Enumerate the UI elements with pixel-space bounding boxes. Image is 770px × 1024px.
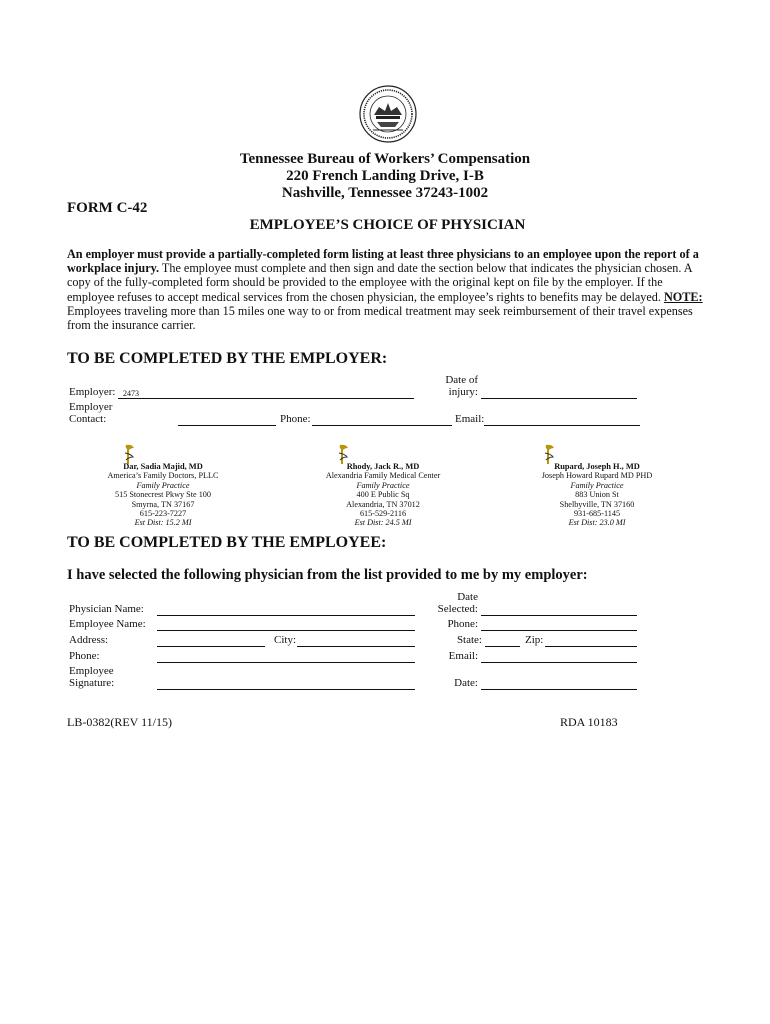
- form-number: FORM C-42: [67, 200, 148, 216]
- physician-name: Rhody, Jack R., MD: [346, 462, 420, 471]
- employer-phone-field[interactable]: [312, 425, 452, 426]
- physician-name: Dar, Sadia Majid, MD: [123, 462, 203, 471]
- address-label: Address:: [69, 634, 109, 646]
- note-text: Employees traveling more than 15 miles one way to or from medical treatment may seek reimbursement of their travel expenses from the insurance carrier.: [67, 303, 693, 333]
- form-revision-code: LB-0382(REV 11/15): [67, 715, 172, 729]
- tennessee-state-seal: [359, 85, 417, 143]
- agency-address-line-2: Nashville, Tennessee 37243-1002: [281, 185, 489, 201]
- employer-contact-label-2: Contact:: [69, 413, 107, 425]
- physician-specialty: Family Practice: [136, 480, 190, 490]
- employer-section-heading: TO BE COMPLETED BY THE EMPLOYER:: [67, 350, 388, 367]
- physician-specialty: Family Practice: [356, 480, 410, 490]
- physician-card-3[interactable]: [502, 462, 692, 528]
- date-of-injury-label-1: Date of: [445, 374, 478, 386]
- employer-value: 2473: [123, 389, 139, 398]
- selection-statement: I have selected the following physician from the list provided to me by my employer:: [67, 567, 588, 583]
- employer-contact-field[interactable]: [178, 425, 276, 426]
- agency-name: Tennessee Bureau of Workers’ Compensation: [239, 151, 531, 167]
- physician-phone: 615-529-2116: [359, 509, 407, 519]
- physician-distance: Est Dist: 24.5 MI: [354, 518, 412, 528]
- signature-field[interactable]: [157, 689, 415, 690]
- physician-practice: Alexandria Family Medical Center: [325, 471, 441, 481]
- physician-practice: America’s Family Doctors, PLLC: [107, 471, 219, 481]
- agency-address-line-1: 220 French Landing Drive, I-B: [286, 168, 484, 184]
- date-selected-label-1: Date: [457, 591, 478, 603]
- physician-distance: Est Dist: 23.0 MI: [568, 518, 626, 528]
- physician-card-1[interactable]: [68, 462, 258, 528]
- signature-label-1: Employee: [69, 665, 114, 677]
- physician-card-2[interactable]: [288, 462, 478, 528]
- employer-email-label: Email:: [455, 413, 485, 425]
- employee-name-field[interactable]: [157, 630, 415, 631]
- physician-city: Shelbyville, TN 37160: [559, 499, 635, 509]
- employer-contact-label-1: Employer: [69, 401, 113, 413]
- physician-phone: 931-685-1145: [573, 509, 621, 519]
- physician-name-field[interactable]: [157, 615, 415, 616]
- date-selected-label-2: Selected:: [437, 603, 478, 615]
- address-field[interactable]: [157, 646, 265, 647]
- physician-name: Rupard, Joseph H., MD: [554, 462, 640, 471]
- date-label: Date:: [454, 677, 478, 689]
- physician-street: 400 E Public Sq: [356, 490, 410, 500]
- physician-city: Alexandria, TN 37012: [346, 499, 420, 509]
- employee-name-label: Employee Name:: [69, 618, 146, 630]
- employee-phone-label: Phone:: [447, 618, 478, 630]
- employer-phone-label: Phone:: [280, 413, 311, 425]
- city-label: City:: [274, 634, 297, 646]
- state-label: State:: [456, 634, 482, 646]
- email-field[interactable]: [481, 662, 637, 663]
- physician-name-label: Physician Name:: [69, 603, 144, 615]
- instructions-lead: An employer must provide a partially-completed form listing at least three physicians to an employee upon the report of a workplace injury.: [67, 247, 699, 276]
- physician-street: 883 Union St: [575, 490, 619, 500]
- date-selected-field[interactable]: [481, 615, 637, 616]
- note-label: NOTE:: [663, 289, 703, 304]
- rda-number: RDA 10183: [560, 715, 618, 729]
- instructions-paragraph: [67, 247, 703, 332]
- zip-label: Zip:: [525, 634, 544, 646]
- physician-practice: Joseph Howard Rupard MD PHD: [541, 471, 653, 481]
- physician-specialty: Family Practice: [570, 480, 624, 490]
- employee-phone-field[interactable]: [481, 630, 637, 631]
- physician-distance: Est Dist: 15.2 MI: [134, 518, 192, 528]
- zip-field[interactable]: [545, 646, 637, 647]
- instructions-body: The employee must complete and then sign and date the section below that indicates the physician chosen. A copy of the fully-completed form should be provided to the employee with the original kept on file by the employer. If the employee refuses to accept medical services from the chosen physician, the employee’s rights to benefits may be delayed.: [67, 261, 692, 304]
- employee-section-heading: TO BE COMPLETED BY THE EMPLOYEE:: [67, 534, 387, 551]
- date-field[interactable]: [481, 689, 637, 690]
- physician-city: Smyrna, TN 37167: [131, 499, 195, 509]
- phone-label: Phone:: [69, 650, 100, 662]
- physician-street: 515 Stonecrest Pkwy Ste 100: [115, 490, 211, 500]
- city-field[interactable]: [297, 646, 415, 647]
- physician-phone: 615-223-7227: [139, 509, 187, 519]
- employer-field[interactable]: [118, 398, 414, 399]
- phone-field[interactable]: [157, 662, 415, 663]
- date-of-injury-field[interactable]: [481, 398, 637, 399]
- employer-label: Employer:: [69, 386, 116, 398]
- state-field[interactable]: [485, 646, 520, 647]
- email-label: Email:: [448, 650, 478, 662]
- document-title: EMPLOYEE’S CHOICE OF PHYSICIAN: [249, 217, 526, 233]
- employer-email-field[interactable]: [484, 425, 640, 426]
- signature-label-2: Signature:: [69, 677, 115, 689]
- date-of-injury-label-2: injury:: [448, 386, 478, 398]
